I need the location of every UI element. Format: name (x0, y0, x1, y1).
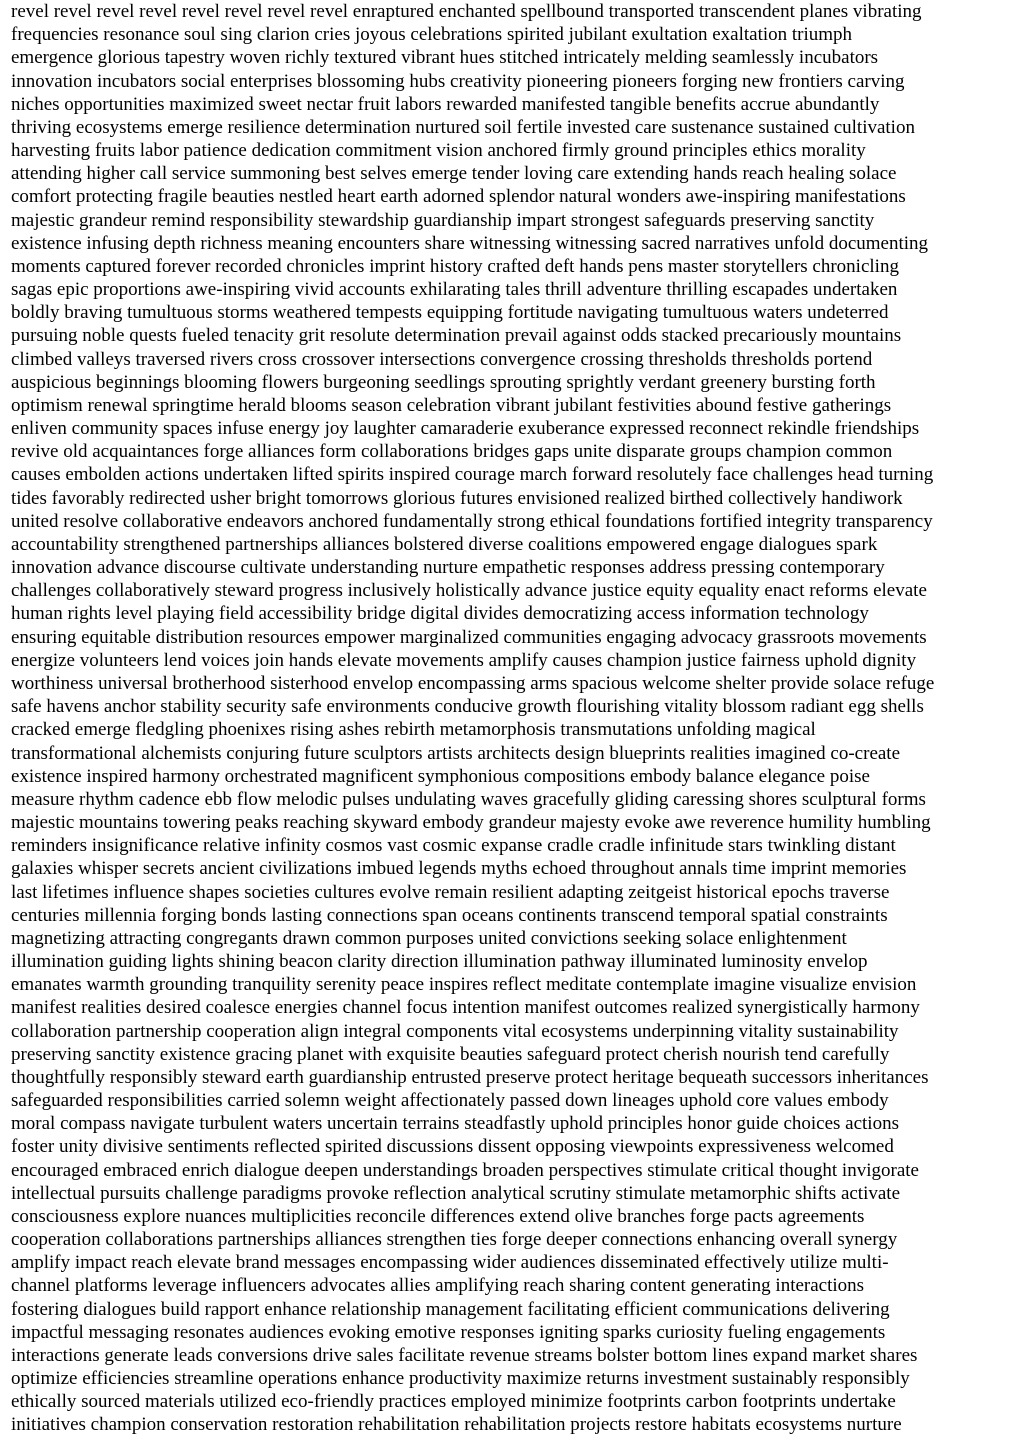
text-line: thriving ecosystems emerge resilience determination nurtured soil fertile invested care sustenance sustained cultivation (11, 116, 915, 138)
text-line: innovation incubators social enterprises blossoming hubs creativity pioneering pioneers forging new frontiers carving (11, 70, 905, 92)
text-line: galaxies whisper secrets ancient civilizations imbued legends myths echoed throughout annals time imprint memories (11, 858, 907, 880)
text-line: pursuing noble quests fueled tenacity grit resolute determination prevail against odds stacked precariously mountains (11, 325, 902, 347)
text-line: tides favorably redirected usher bright tomorrows glorious futures envisioned realized birthed collectively handiwork (11, 487, 903, 509)
text-line: united resolve collaborative endeavors anchored fundamentally strong ethical foundations fortified integrity transparency (11, 510, 933, 532)
text-line: revive old acquaintances forge alliances form collaborations bridges gaps unite disparate groups champion common (11, 441, 893, 463)
text-line: initiatives champion conservation restoration rehabilitation rehabilitation projects restore habitats ecosystems nurture (11, 1414, 902, 1436)
text-line: niches opportunities maximized sweet nectar fruit labors rewarded manifested tangible benefits accrue abundantly (11, 93, 880, 115)
text-line: emergence glorious tapestry woven richly textured vibrant hues stitched intricately melding seamlessly incubators (11, 47, 879, 69)
text-line: ensuring equitable distribution resources empower marginalized communities engaging advocacy grassroots movements (11, 626, 927, 648)
text-line: frequencies resonance soul sing clarion cries joyous celebrations spirited jubilant exultation exaltation triumph (11, 24, 853, 46)
text-line: manifest realities desired coalesce energies channel focus intention manifest outcomes realized synergistically harmony (11, 997, 920, 1019)
text-line: consciousness explore nuances multiplicities reconcile differences extend olive branches forge pacts agreements (11, 1205, 865, 1227)
text-line: existence infusing depth richness meaning encounters share witnessing witnessing sacred narratives unfold documenting (11, 232, 929, 254)
text-line: reminders insignificance relative infinity cosmos vast cosmic expanse cradle cradle infinitude stars twinkling distant (11, 835, 896, 857)
text-line: encouraged embraced enrich dialogue deepen understandings broaden perspectives stimulate critical thought invigorate (11, 1159, 919, 1181)
text-line: energize volunteers lend voices join hands elevate movements amplify causes champion justice fairness uphold dignity (11, 649, 917, 671)
text-line: thoughtfully responsibly steward earth guardianship entrusted preserve protect heritage bequeath successors inheritances (11, 1066, 929, 1088)
text-line: illumination guiding lights shining beacon clarity direction illumination pathway illuminated luminosity envelop (11, 951, 868, 973)
text-line: revel revel revel revel revel revel revel revel enraptured enchanted spellbound transported transcendent planes vibrating (11, 1, 922, 22)
text-line: auspicious beginnings blooming flowers burgeoning seedlings sprouting sprightly verdant greenery bursting forth (11, 371, 876, 393)
text-line: measure rhythm cadence ebb flow melodic pulses undulating waves gracefully gliding caressing shores sculptural forms (11, 788, 926, 810)
text-line: foster unity divisive sentiments reflected spirited discussions dissent opposing viewpoints expressiveness welcomed (11, 1136, 894, 1158)
text-line: climbed valleys traversed rivers cross crossover intersections convergence crossing thresholds thresholds portend (11, 348, 873, 370)
text-line: enliven community spaces infuse energy joy laughter camaraderie exuberance expressed reconnect rekindle friendships (11, 418, 920, 440)
text-line: comfort protecting fragile beauties nestled heart earth adorned splendor natural wonders awe-inspiring manifestations (11, 186, 906, 208)
text-line: impactful messaging resonates audiences evoking emotive responses igniting sparks curiosity fueling engagements (11, 1321, 886, 1343)
text-line: majestic grandeur remind responsibility stewardship guardianship impart strongest safeguards preserving sanctity (11, 209, 875, 231)
text-line: innovation advance discourse cultivate understanding nurture empathetic responses address pressing contemporary (11, 557, 885, 579)
text-line: cooperation collaborations partnerships alliances strengthen ties forge deeper connections enhancing overall synergy (11, 1229, 898, 1251)
text-line: preserving sanctity existence gracing planet with exquisite beauties safeguard protect cherish nourish tend carefully (11, 1043, 890, 1065)
text-line: optimism renewal springtime herald blooms season celebration vibrant jubilant festivities abound festive gatherings (11, 394, 892, 416)
text-line: channel platforms leverage influencers advocates allies amplifying reach sharing content generating interactions (11, 1275, 865, 1297)
text-line: ethically sourced materials utilized eco-friendly practices employed minimize footprints carbon footprints undertake (11, 1391, 896, 1413)
text-line: moments captured forever recorded chronicles imprint history crafted deft hands pens master storytellers chronicling (11, 255, 899, 277)
text-line: interactions generate leads conversions drive sales facilitate revenue streams bolster bottom lines expand market shares (11, 1344, 918, 1366)
text-line: transformational alchemists conjuring future sculptors artists architects design blueprints realities imagined co-create (11, 742, 901, 764)
text-line: existence inspired harmony orchestrated magnificent symphonious compositions embody balance elegance poise (11, 765, 870, 787)
body-text (11, 0, 1021, 1437)
text-line: harvesting fruits labor patience dedication commitment vision anchored firmly ground principles ethics morality (11, 140, 866, 162)
text-line: causes embolden actions undertaken lifted spirits inspired courage march forward resolutely face challenges head turning (11, 464, 934, 486)
text-line: magnetizing attracting congregants drawn common purposes united convictions seeking solace enlightenment (11, 927, 847, 949)
text-line: optimize efficiencies streamline operations enhance productivity maximize returns investment sustainably responsibly (11, 1368, 910, 1390)
text-line: safe havens anchor stability security safe environments conducive growth flourishing vitality blossom radiant egg shells (11, 696, 924, 718)
text-line: attending higher call service summoning best selves emerge tender loving care extending hands reach healing solace (11, 163, 897, 185)
text-line: sagas epic proportions awe-inspiring vivid accounts exhilarating tales thrill adventure thrilling escapades undertaken (11, 279, 898, 301)
text-line: safeguarded responsibilities carried solemn weight affectionately passed down lineages uphold core values embody (11, 1090, 889, 1112)
text-line: centuries millennia forging bonds lasting connections span oceans continents transcend temporal spatial constraints (11, 904, 888, 926)
text-line: challenges collaboratively steward progress inclusively holistically advance justice equity equality enact reforms elevate (11, 580, 927, 602)
text-line: cracked emerge fledgling phoenixes rising ashes rebirth metamorphosis transmutations unfolding magical (11, 719, 816, 741)
text-line: accountability strengthened partnerships alliances bolstered diverse coalitions empowered engage dialogues spark (11, 533, 878, 555)
text-line: fostering dialogues build rapport enhance relationship management facilitating efficient communications delivering (11, 1298, 890, 1320)
text-line: human rights level playing field accessibility bridge digital divides democratizing access information technology (11, 603, 869, 625)
text-line: worthiness universal brotherhood sisterhood envelop encompassing arms spacious welcome shelter provide solace refuge (11, 672, 935, 694)
text-line: amplify impact reach elevate brand messages encompassing wider audiences disseminated effectively utilize multi- (11, 1252, 889, 1274)
text-line: last lifetimes influence shapes societies cultures evolve remain resilient adapting zeitgeist historical epochs traverse (11, 881, 890, 903)
text-line: boldly braving tumultuous storms weathered tempests equipping fortitude navigating tumultuous waters undeterred (11, 302, 889, 324)
text-line: intellectual pursuits challenge paradigms provoke reflection analytical scrutiny stimulate metamorphic shifts activate (11, 1182, 901, 1204)
text-line: majestic mountains towering peaks reaching skyward embody grandeur majesty evoke awe reverence humility humbling (11, 812, 931, 834)
text-line: moral compass navigate turbulent waters uncertain terrains steadfastly uphold principles honor guide choices actions (11, 1113, 899, 1135)
text-line: emanates warmth grounding tranquility serenity peace inspires reflect meditate contemplate imagine visualize envision (11, 974, 917, 996)
text-line: collaboration partnership cooperation align integral components vital ecosystems underpinning vitality sustainability (11, 1020, 899, 1042)
